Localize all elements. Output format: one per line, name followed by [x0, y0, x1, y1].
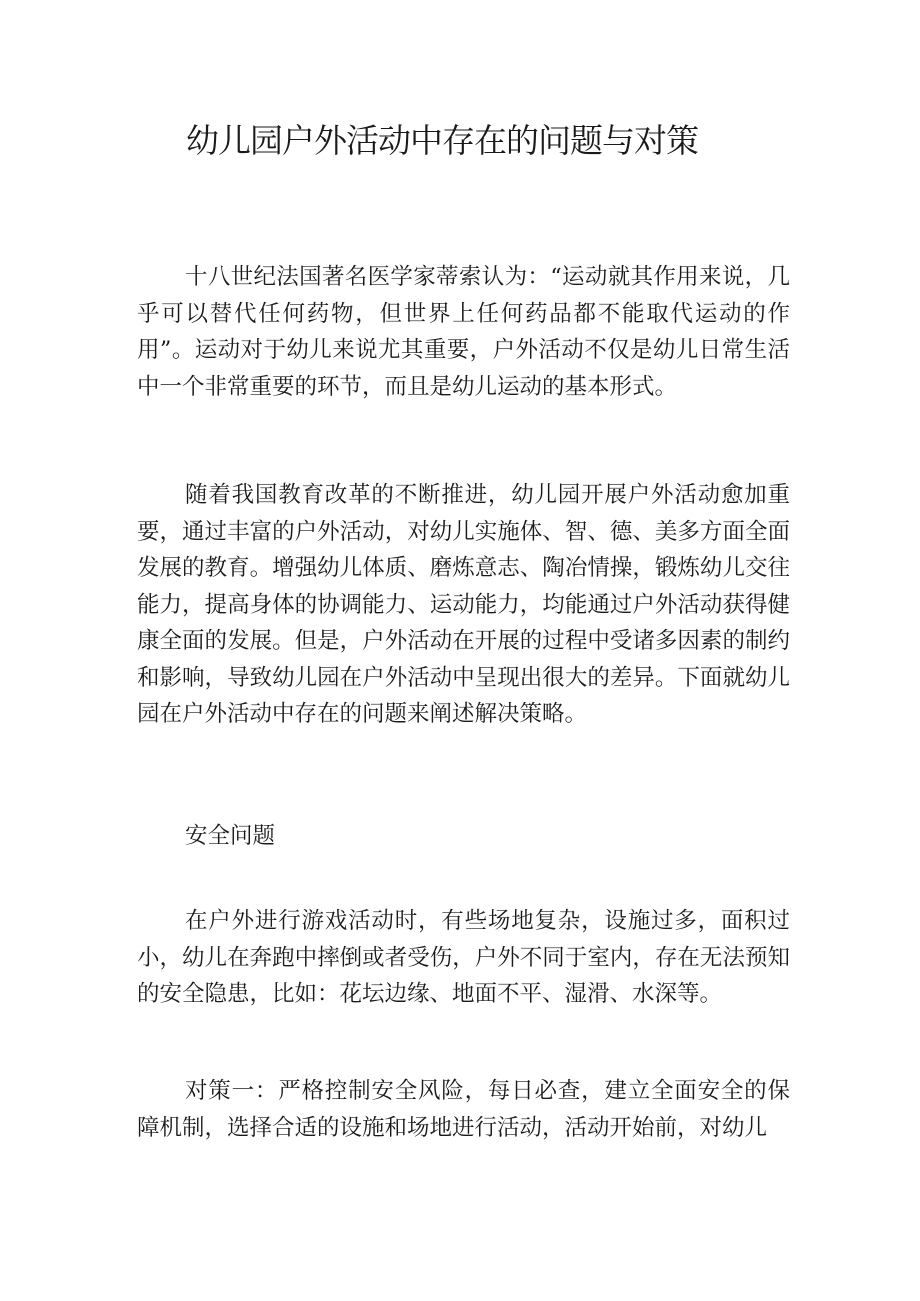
paragraph-background: 随着我国教育改革的不断推进，幼儿园开展户外活动愈加重要，通过丰富的户外活动，对幼儿实施体、智、德、美多方面全面发展的教育。增强幼儿体质、磨炼意志、陶冶情操，锻炼幼儿交往能力，提高身体的协调能力、运动能力，均能通过户外活动获得健康全面的发展。但是，户外活动在开展的过程中受诸多因素的制约和影响，导致幼儿园在户外活动中呈现出很大的差异。下面就幼儿园在户外活动中存在的问题来阐述解决策略。 — [137, 482, 790, 727]
paragraph-strategy-one: 对策一：严格控制安全风险，每日必查，建立全面安全的保障机制，选择合适的设施和场地进行活动，活动开始前，对幼儿 — [137, 1078, 790, 1141]
paragraph-intro: 十八世纪法国著名医学家蒂索认为：“运动就其作用来说，几乎可以替代任何药物，但世界上任何药品都不能取代运动的作用”。运动对于幼儿来说尤其重要，户外活动不仅是幼儿日常生活中一个非常重要的环节，而且是幼儿运动的基本形式。 — [137, 264, 790, 400]
paragraph-safety-problem: 在户外进行游戏活动时，有些场地复杂，设施过多，面积过小，幼儿在奔跑中摔倒或者受伤，户外不同于室内，存在无法预知的安全隐患，比如：花坛边缘、地面不平、湿滑、水深等。 — [137, 908, 790, 1007]
section-heading-safety: 安全问题 — [185, 823, 276, 849]
document-title: 幼儿园户外活动中存在的问题与对策 — [186, 121, 698, 160]
